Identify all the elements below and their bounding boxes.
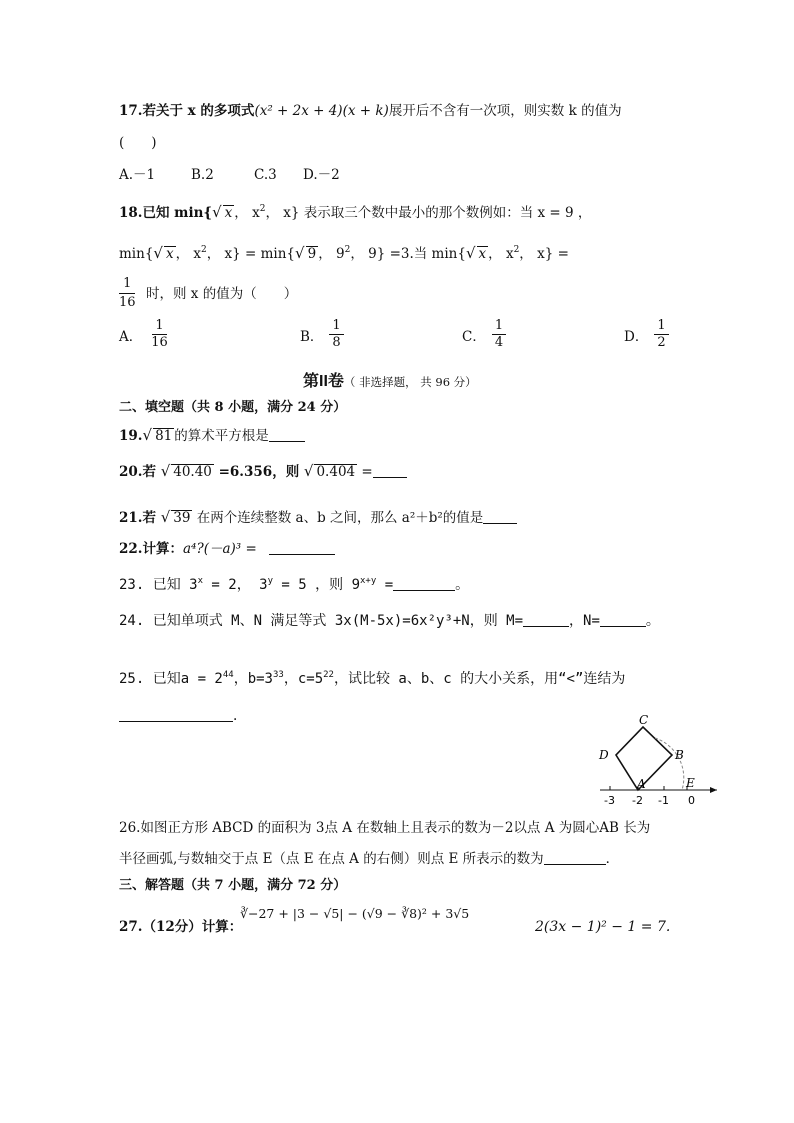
q18-fraction: $\frac{1}{16}$ bbox=[119, 276, 136, 310]
q17-option-b: B.2 bbox=[191, 167, 214, 183]
q17-option-d: D.－2 bbox=[303, 167, 340, 183]
label-c: C bbox=[639, 713, 649, 727]
q17-option-c: C.3 bbox=[254, 167, 277, 183]
q18-line2: min{√ x ， $x^2$， x} = min{√ 9 ， $9^2$， 9} =3.当 min{√ x ， $x^2$， x} = bbox=[119, 244, 569, 262]
q26-line1: 26.如图正方形 ABCD 的面积为 3点 A 在数轴上且表示的数为－2以点 A 为圆心AB 长为 bbox=[119, 820, 651, 836]
q21: 21.若 √ 39 在两个连续整数 a、b 之间，那么 a²＋b²的值是 bbox=[119, 507, 517, 528]
section3-heading: 三、解答题（共 7 小题，满分 72 分） bbox=[119, 878, 347, 893]
q18-option-d: D． $\frac{1}{2}$ bbox=[624, 318, 669, 351]
label-e: E bbox=[686, 776, 695, 790]
axis-arrow-icon bbox=[710, 787, 717, 793]
section2-heading: 二、填空题（共 8 小题，满分 24 分） bbox=[119, 400, 347, 415]
number-line-figure bbox=[596, 711, 722, 807]
q26-line2: 半径画弧,与数轴交于点 E（点 E 在点 A 的右侧）则点 E 所表示的数为 ． bbox=[119, 851, 620, 867]
q22: 22.计算：a⁴?(－a)³ = bbox=[119, 539, 335, 559]
q25: 25. 已知$a = 2^{44}$，$b=3^{33}$，$c=5^{22}$，试比较 a、b、c 的大小关系，用“<”连结为 bbox=[119, 670, 626, 687]
q27-prefix: 27.（12分）计算： bbox=[119, 919, 243, 935]
q18-option-a: A． $\frac{1}{16}$ bbox=[119, 318, 168, 350]
q19-answer-blank bbox=[269, 427, 305, 442]
q20: 20.若 √ 40.40 =6.356，则 √ 0.404 = bbox=[119, 461, 407, 482]
tick-label: -2 bbox=[632, 794, 643, 807]
tick-label: -3 bbox=[604, 794, 615, 807]
arc-ae bbox=[655, 738, 684, 790]
q23-answer-blank bbox=[393, 576, 455, 591]
q24: 24. 已知单项式 M、N 满足等式 3x(M-5x)=6x²y³+N，则 M= ，N= 。 bbox=[119, 613, 660, 629]
label-a: A bbox=[637, 777, 646, 791]
q20-answer-blank bbox=[373, 463, 407, 478]
q27-expression-b: 2(3x − 1)² − 1 = 7. bbox=[535, 919, 671, 935]
q24-blank-m bbox=[523, 612, 569, 627]
q21-answer-blank bbox=[483, 509, 517, 524]
label-d: D bbox=[599, 748, 609, 762]
tick-label: 0 bbox=[688, 794, 695, 807]
q18-line1: 18.已知 min{√ x ， $x^2$， x} 表示取三个数中最小的那个数例如：当 x = 9 ， bbox=[119, 203, 592, 221]
q17-paren: ( ) bbox=[119, 135, 157, 151]
q23: 23. 已知 $3^x = 2$， $3^y = 5$ ，则 $9^{x+y}$ = 。 bbox=[119, 576, 470, 593]
tick-label: -1 bbox=[658, 794, 669, 807]
part2-title: 第II卷（ 非选择题， 共 96 分） bbox=[303, 371, 477, 390]
q22-answer-blank bbox=[269, 540, 335, 555]
q27-expression-a: ∛−27 + |3 − √5| − (√9 − ∛8)² + 3√5 bbox=[240, 906, 470, 921]
q24-blank-n bbox=[600, 612, 646, 627]
q25-answer-blank bbox=[119, 707, 233, 722]
q17-stem: 17.若关于 x 的多项式(x² + 2x + 4)(x + k)展开后不含有一次项，则实数 k 的值为 bbox=[119, 103, 622, 119]
q17-option-a: A.－1 bbox=[119, 167, 156, 183]
q18-option-c: C． $\frac{1}{4}$ bbox=[462, 318, 506, 351]
q25-answer-line: . bbox=[119, 706, 237, 726]
q17-expression: (x² + 2x + 4)(x + k) bbox=[254, 103, 389, 119]
q18-line3: 时，则 x 的值为（ ） bbox=[146, 286, 298, 302]
q19: 19.√ 81 的算术平方根是 bbox=[119, 425, 305, 446]
label-b: B bbox=[675, 748, 684, 762]
q18-option-b: B． $\frac{1}{8}$ bbox=[300, 318, 344, 351]
q26-answer-blank bbox=[544, 850, 606, 865]
